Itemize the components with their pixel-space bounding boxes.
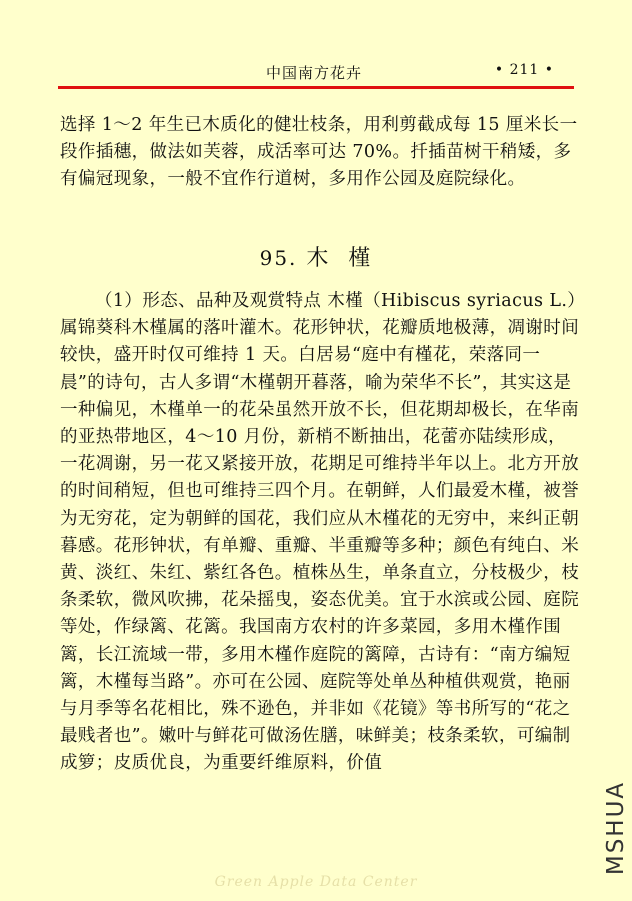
running-header [58, 62, 574, 86]
side-watermark-text: MSHUA [603, 780, 629, 876]
footer-watermark: Green Apple Data Center [214, 874, 418, 890]
header-rule [58, 86, 574, 89]
body-paragraph: （1）形态、品种及观赏特点 木槿（Hibiscus syriacus L.）属锦葵科木槿属的落叶灌木。花形钟状，花瓣质地极薄，凋谢时间较快，盛开时仅可维持 1 天。白居易“庭中有槿花，荣落同一晨”的诗句，古人多谓“木槿朝开暮落，喻为荣华不长”，其实这是一种偏见，木槿单一的花朵虽然开放不长，但花期却极长，在华南的亚热带地区，4～10 月份，新梢不断抽出，花蕾亦陆续形成，一花凋谢，另一花又紧接开放，花期足可维持半年以上。北方开放的时间稍短，但也可维持三四个月。在朝鲜，人们最爱木槿，被誉为无穷花，定为朝鲜的国花，我们应从木槿花的无穷中，来纠正朝暮感。花形钟状，有单瓣、重瓣、半重瓣等多种；颜色有纯白、米黄、淡红、朱红、紫红各色。植株丛生，单条直立，分枝极少，枝条柔软，微风吹拂，花朵摇曳，姿态优美。宜于水滨或公园、庭院等处，作绿篱、花篱。我国南方农村的许多菜园，多用木槿作围篱，长江流域一带，多用木槿作庭院的篱障，古诗有：“南方编短篱，木槿每当路”。亦可在公园、庭院等处单丛种植供观赏，艳丽与月季等名花相比，殊不逊色，并非如《花镜》等书所写的“花之最贱者也”。嫩叶与鲜花可做汤佐膳，味鲜美；枝条柔软，可编制成箩；皮质优良，为重要纤维原料，价值 [60, 291, 580, 774]
side-watermark [596, 770, 629, 890]
lead-paragraph: 选择 1～2 年生已木质化的健壮枝条，用利剪截成每 15 厘米长一段作插穗，做法如芙蓉，成活率可达 70%。扦插苗树干稍矮，多有偏冠现象，一般不宜作行道树，多用作公园及庭院绿化。 [60, 115, 578, 190]
header-title: 中国南方花卉 [266, 64, 363, 82]
section-number: 95. [259, 246, 298, 270]
page-number: • 211 • [494, 62, 554, 78]
section-heading [0, 241, 632, 272]
section-title: 木 槿 [306, 246, 373, 271]
